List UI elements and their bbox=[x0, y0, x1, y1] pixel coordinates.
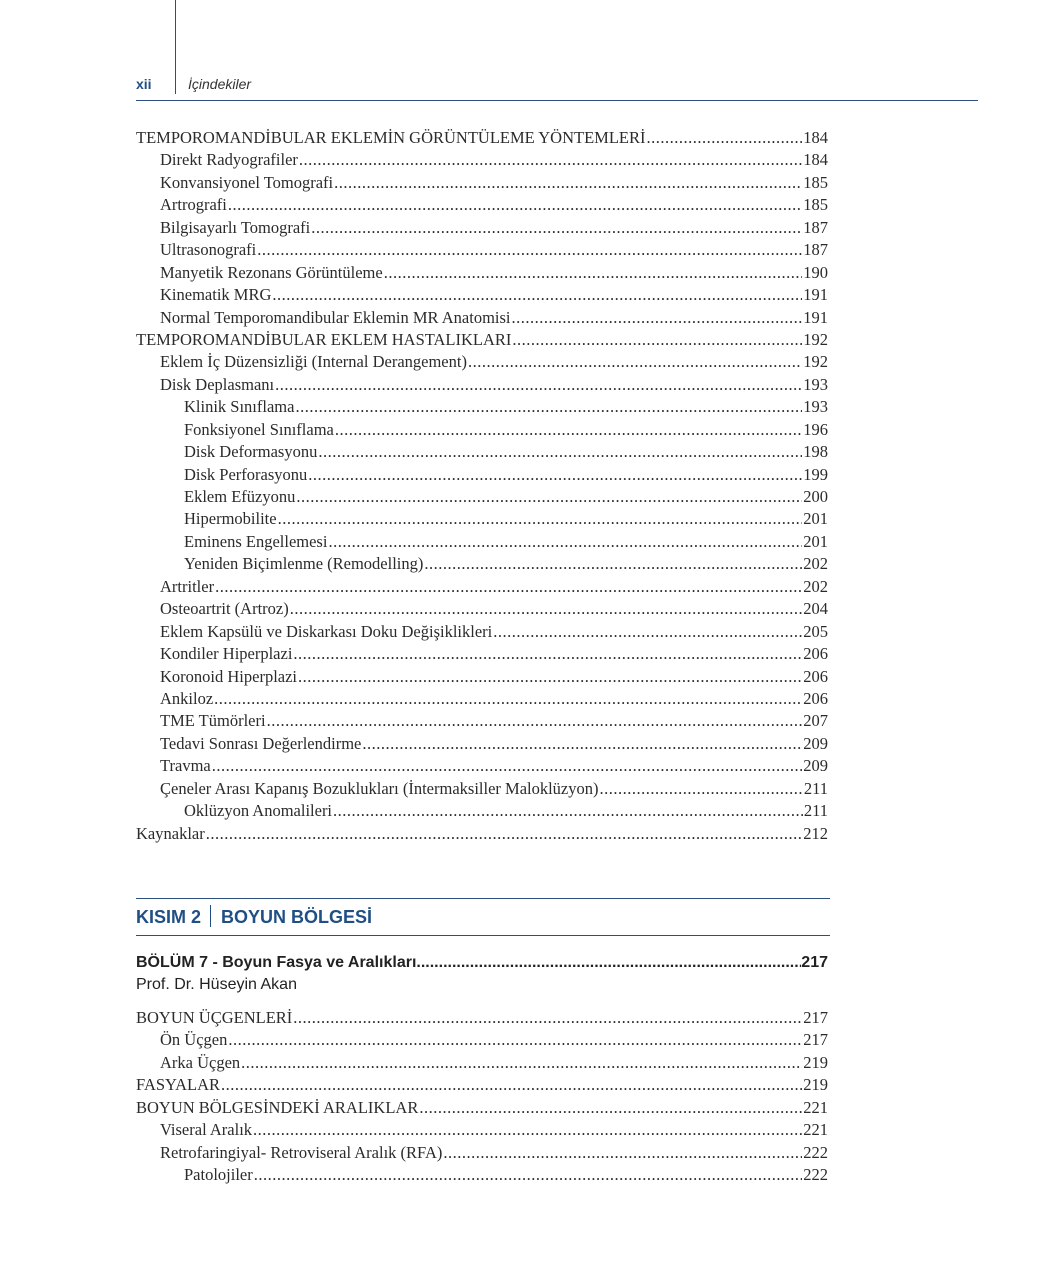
dot-leader bbox=[295, 397, 802, 417]
toc-entry-page: 184 bbox=[803, 150, 828, 170]
toc-entry[interactable] bbox=[136, 173, 828, 195]
dot-leader bbox=[228, 195, 802, 215]
toc-entry-title: Yeniden Biçimlenme (Remodelling) bbox=[184, 554, 424, 574]
toc-entry[interactable] bbox=[136, 756, 828, 778]
dot-leader bbox=[293, 644, 802, 664]
toc-entry-page: 217 bbox=[803, 1030, 828, 1050]
dot-leader bbox=[333, 801, 803, 821]
dot-leader bbox=[296, 487, 802, 507]
toc-entry-page: 219 bbox=[803, 1052, 828, 1072]
toc-entry-page: 193 bbox=[803, 374, 828, 394]
dot-leader bbox=[298, 667, 802, 687]
page-number: xii bbox=[136, 76, 152, 92]
toc-entry-title: Konvansiyonel Tomografi bbox=[160, 172, 334, 192]
toc-entry-page: 199 bbox=[803, 464, 828, 484]
dot-leader bbox=[214, 689, 802, 709]
toc-entry[interactable] bbox=[136, 240, 828, 262]
toc-entry-page: 211 bbox=[803, 778, 828, 798]
toc-entry-title: Travma bbox=[160, 756, 211, 776]
toc-entry[interactable] bbox=[136, 644, 828, 666]
dot-leader bbox=[362, 734, 802, 754]
toc-entry-title: Eminens Engellemesi bbox=[184, 531, 328, 551]
toc-entry-title: Ankiloz bbox=[160, 688, 214, 708]
toc-entry-page: 185 bbox=[803, 172, 828, 192]
toc-entry-page: 185 bbox=[803, 195, 828, 215]
chapter-title: BÖLÜM 7 - Boyun Fasya ve Aralıkları bbox=[136, 954, 417, 971]
toc-entry[interactable] bbox=[136, 824, 828, 846]
toc-entry-page: 198 bbox=[803, 442, 828, 462]
toc-entry-title: Viseral Aralık bbox=[160, 1120, 253, 1140]
toc-entry-page: 200 bbox=[803, 487, 828, 506]
dot-leader bbox=[646, 128, 802, 148]
part-separator bbox=[210, 905, 211, 927]
dot-leader bbox=[299, 150, 802, 170]
dot-leader bbox=[318, 442, 802, 462]
toc-entry-page: 192 bbox=[803, 352, 828, 372]
part-heading bbox=[136, 898, 830, 936]
toc-entry[interactable] bbox=[136, 1143, 828, 1165]
toc-entry-title: Çeneler Arası Kapanış Bozuklukları (İntermaksiller Maloklüzyon) bbox=[160, 778, 599, 798]
toc-entry-page: 193 bbox=[803, 397, 828, 417]
toc-entry-page: 205 bbox=[803, 621, 828, 641]
toc-entry-title: Fonksiyonel Sınıflama bbox=[184, 419, 334, 439]
toc-entry-title: Disk Deformasyonu bbox=[184, 442, 318, 462]
toc-entry-page: 187 bbox=[803, 240, 828, 260]
toc-entry[interactable] bbox=[136, 195, 828, 217]
toc-entry[interactable] bbox=[136, 1008, 828, 1030]
toc-entry-page: 217 bbox=[803, 1008, 828, 1027]
toc-entry[interactable] bbox=[136, 375, 828, 397]
toc-entry-title: Disk Perforasyonu bbox=[184, 464, 308, 484]
dot-leader bbox=[272, 285, 802, 305]
dot-leader bbox=[241, 1053, 802, 1073]
toc-entry-page: 202 bbox=[803, 576, 828, 596]
dot-leader bbox=[443, 1143, 802, 1163]
toc-entry[interactable] bbox=[136, 689, 828, 711]
dot-leader bbox=[419, 1098, 802, 1118]
dot-leader bbox=[468, 352, 802, 372]
toc-entry-title: TEMPOROMANDİBULAR EKLEM HASTALIKLARI bbox=[136, 329, 512, 349]
chapter-author: Prof. Dr. Hüseyin Akan bbox=[136, 976, 297, 993]
toc-section-top bbox=[136, 128, 828, 846]
dot-leader bbox=[212, 756, 803, 776]
toc-entry[interactable] bbox=[136, 330, 828, 352]
dot-leader bbox=[424, 554, 802, 574]
toc-entry-title: Oklüzyon Anomalileri bbox=[184, 801, 333, 821]
toc-entry-title: Osteoartrit (Artroz) bbox=[160, 599, 289, 619]
dot-leader bbox=[384, 263, 803, 283]
dot-leader bbox=[253, 1120, 802, 1140]
toc-entry-title: Disk Deplasmanı bbox=[160, 374, 275, 394]
toc-entry-page: 222 bbox=[803, 1142, 828, 1162]
toc-entry-page: 206 bbox=[803, 644, 828, 664]
toc-entry-title: Eklem İç Düzensizliği (Internal Derangement) bbox=[160, 352, 467, 372]
dot-leader bbox=[215, 577, 802, 597]
toc-entry[interactable] bbox=[136, 487, 828, 509]
toc-entry-title: TME Tümörleri bbox=[160, 711, 266, 731]
dot-leader bbox=[328, 532, 802, 552]
toc-entry-title: Eklem Kapsülü ve Diskarkası Doku Değişiklikleri bbox=[160, 621, 493, 641]
toc-entry[interactable] bbox=[136, 1120, 828, 1142]
toc-entry-page: 202 bbox=[803, 554, 828, 574]
toc-entry[interactable] bbox=[136, 734, 828, 756]
toc-entry-title: Eklem Efüzyonu bbox=[184, 487, 296, 506]
toc-entry-title: Ultrasonografi bbox=[160, 240, 257, 260]
running-header bbox=[136, 76, 978, 101]
toc-entry-page: 201 bbox=[803, 509, 828, 529]
toc-entry[interactable] bbox=[136, 218, 828, 240]
toc-entry[interactable] bbox=[136, 532, 828, 554]
part-title: BOYUN BÖLGESİ bbox=[221, 907, 373, 927]
toc-entry[interactable] bbox=[136, 465, 828, 487]
toc-entry[interactable] bbox=[136, 352, 828, 374]
toc-entry-title: FASYALAR bbox=[136, 1075, 221, 1095]
toc-entry-title: Koronoid Hiperplazi bbox=[160, 666, 298, 686]
toc-entry-title: Artritler bbox=[160, 576, 215, 596]
toc-entry-title: Ön Üçgen bbox=[160, 1030, 228, 1050]
header-title: İçindekiler bbox=[188, 76, 252, 92]
toc-entry-page: 207 bbox=[803, 711, 828, 731]
toc-entry-page: 206 bbox=[803, 666, 828, 686]
toc-entry-title: Direkt Radyografiler bbox=[160, 150, 298, 170]
toc-entry-page: 212 bbox=[803, 823, 828, 843]
toc-entry[interactable] bbox=[136, 1165, 828, 1187]
dot-leader bbox=[221, 1075, 802, 1095]
toc-entry-title: Artrografi bbox=[160, 195, 227, 215]
toc-entry-page: 204 bbox=[803, 599, 828, 619]
toc-entry-page: 191 bbox=[803, 285, 828, 305]
dot-leader bbox=[308, 465, 802, 485]
toc-entry-title: Tedavi Sonrası Değerlendirme bbox=[160, 733, 362, 753]
toc-entry[interactable] bbox=[136, 554, 828, 576]
toc-entry[interactable] bbox=[136, 397, 828, 419]
dot-leader bbox=[600, 779, 803, 799]
dot-leader bbox=[512, 330, 802, 350]
toc-entry[interactable] bbox=[136, 711, 828, 733]
dot-leader bbox=[493, 622, 802, 642]
toc-entry-title: TEMPOROMANDİBULAR EKLEMİN GÖRÜNTÜLEME YÖNTEMLERİ bbox=[136, 128, 646, 147]
toc-entry[interactable] bbox=[136, 667, 828, 689]
dot-leader bbox=[311, 218, 802, 238]
toc-entry[interactable] bbox=[136, 150, 828, 172]
toc-entry-page: 211 bbox=[803, 801, 828, 821]
toc-entry-title: Kaynaklar bbox=[136, 823, 205, 843]
toc-entry[interactable] bbox=[136, 1030, 828, 1052]
toc-entry[interactable] bbox=[136, 622, 828, 644]
toc-entry-page: 206 bbox=[803, 688, 828, 708]
toc-entry[interactable] bbox=[136, 1098, 828, 1120]
toc-entry-page: 184 bbox=[803, 128, 828, 147]
toc-entry-page: 209 bbox=[803, 733, 828, 753]
dot-leader bbox=[278, 509, 803, 529]
toc-entry[interactable] bbox=[136, 442, 828, 464]
toc-entry-page: 190 bbox=[803, 262, 828, 282]
toc-entry-page: 201 bbox=[803, 531, 828, 551]
toc-entry-page: 221 bbox=[803, 1097, 828, 1117]
toc-entry-title: Normal Temporomandibular Eklemin MR Anatomisi bbox=[160, 307, 511, 327]
toc-entry[interactable] bbox=[136, 1053, 828, 1075]
dot-leader bbox=[206, 824, 803, 844]
toc-entry-title: Kinematik MRG bbox=[160, 285, 272, 305]
toc-entry[interactable] bbox=[136, 509, 828, 531]
toc-entry[interactable] bbox=[136, 128, 828, 150]
toc-entry-page: 222 bbox=[803, 1165, 828, 1185]
toc-entry-title: Klinik Sınıflama bbox=[184, 397, 295, 417]
dot-leader bbox=[257, 240, 802, 260]
dot-leader bbox=[293, 1008, 802, 1028]
dot-leader bbox=[416, 954, 801, 972]
toc-entry[interactable] bbox=[136, 1075, 828, 1097]
toc-entry-title: Arka Üçgen bbox=[160, 1052, 241, 1072]
dot-leader bbox=[254, 1165, 803, 1185]
toc-entry[interactable] bbox=[136, 285, 828, 307]
dot-leader bbox=[275, 375, 802, 395]
toc-section-bottom bbox=[136, 1008, 828, 1188]
dot-leader bbox=[228, 1030, 802, 1050]
dot-leader bbox=[335, 420, 802, 440]
chapter-page: 217 bbox=[801, 954, 828, 971]
toc-entry[interactable] bbox=[136, 779, 828, 801]
toc-entry-page: 196 bbox=[803, 419, 828, 439]
part-label: KISIM 2 bbox=[136, 907, 202, 927]
toc-entry-title: Manyetik Rezonans Görüntüleme bbox=[160, 262, 383, 282]
toc-entry-title: Hipermobilite bbox=[184, 509, 277, 529]
toc-entry-page: 191 bbox=[803, 307, 828, 327]
toc-entry[interactable] bbox=[136, 577, 828, 599]
toc-entry[interactable] bbox=[136, 308, 828, 330]
dot-leader bbox=[290, 599, 803, 619]
toc-entry-page: 221 bbox=[803, 1120, 828, 1140]
toc-entry[interactable] bbox=[136, 263, 828, 285]
chapter-entry[interactable] bbox=[136, 954, 828, 972]
toc-entry-title: Retrofaringiyal- Retroviseral Aralık (RFA) bbox=[160, 1142, 443, 1162]
toc-entry-title: BOYUN ÜÇGENLERİ bbox=[136, 1008, 293, 1027]
toc-entry-title: Kondiler Hiperplazi bbox=[160, 644, 293, 664]
toc-entry[interactable] bbox=[136, 599, 828, 621]
toc-entry-title: BOYUN BÖLGESİNDEKİ ARALIKLAR bbox=[136, 1097, 419, 1117]
dot-leader bbox=[334, 173, 802, 193]
toc-entry[interactable] bbox=[136, 420, 828, 442]
toc-entry[interactable] bbox=[136, 801, 828, 823]
dot-leader bbox=[267, 711, 803, 731]
toc-entry-title: Patolojiler bbox=[184, 1165, 253, 1185]
toc-entry-page: 192 bbox=[803, 329, 828, 349]
toc-entry-page: 219 bbox=[803, 1075, 828, 1095]
toc-entry-page: 187 bbox=[803, 217, 828, 237]
dot-leader bbox=[512, 308, 803, 328]
toc-entry-page: 209 bbox=[803, 756, 828, 776]
toc-entry-title: Bilgisayarlı Tomografi bbox=[160, 217, 311, 237]
